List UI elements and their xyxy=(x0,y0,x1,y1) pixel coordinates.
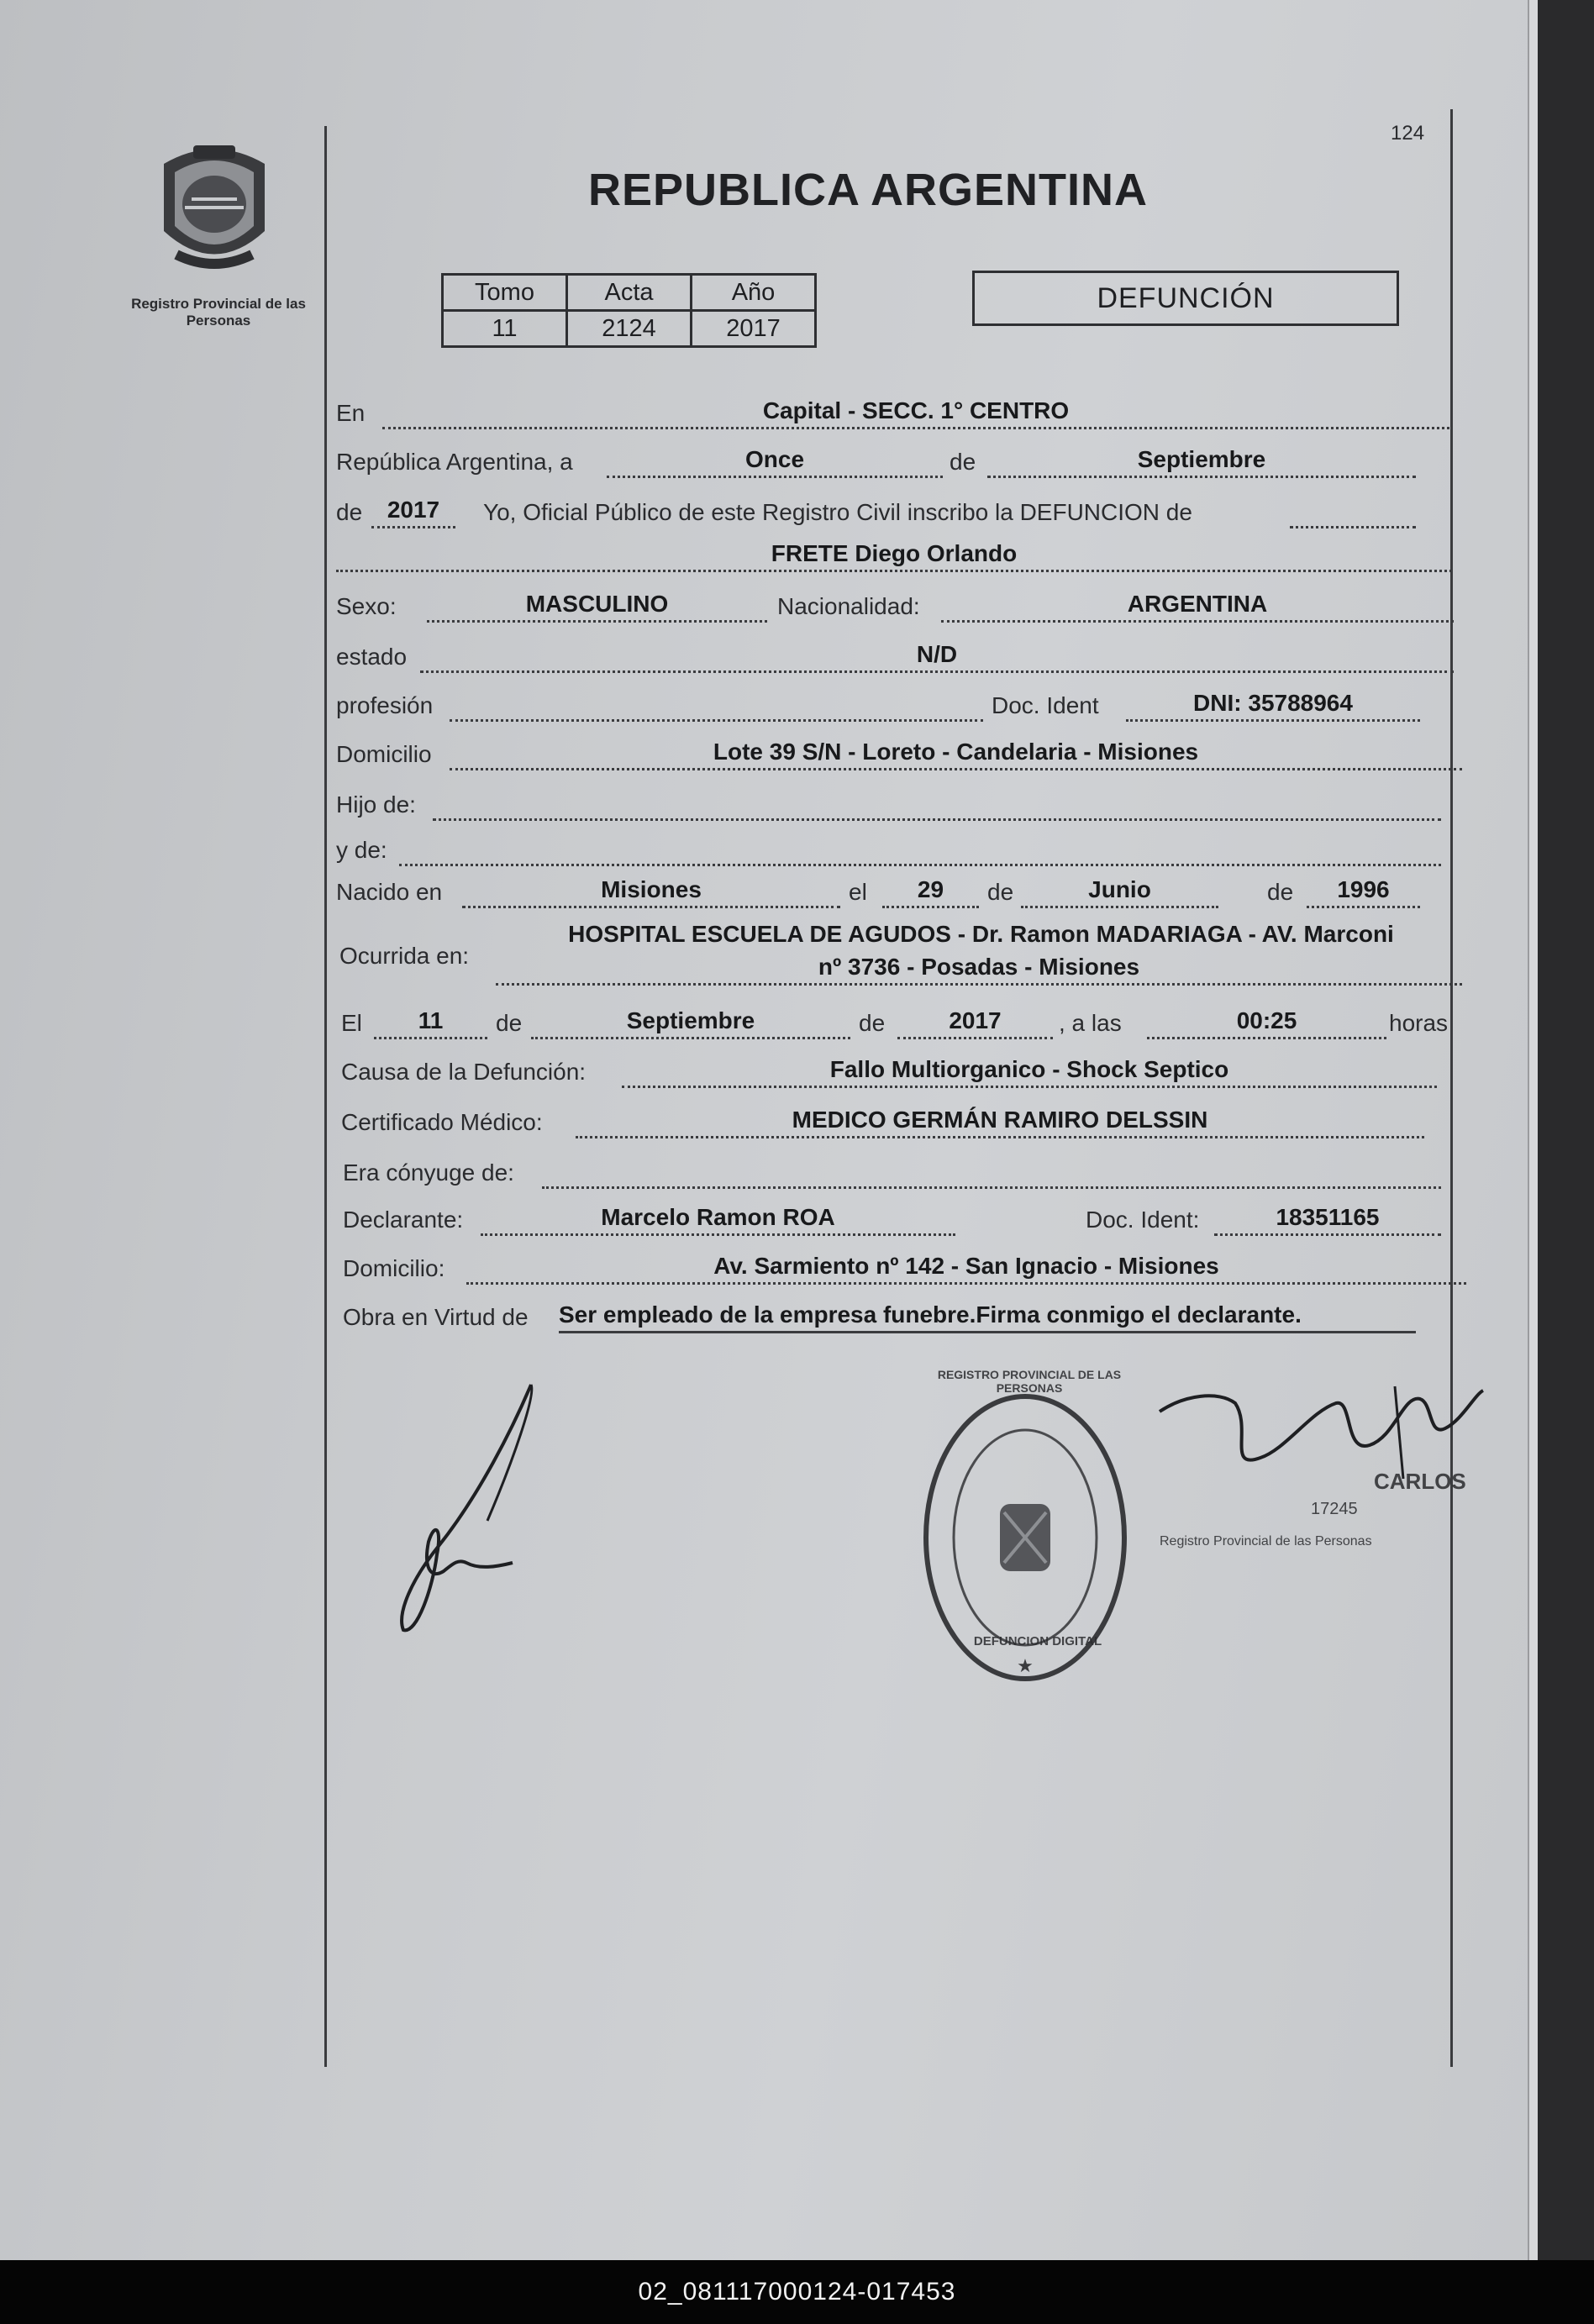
field-nacido-lugar: Misiones xyxy=(462,874,840,908)
field-nacido-mes: Junio xyxy=(1021,874,1218,908)
field-sexo: MASCULINO xyxy=(427,588,767,623)
label-nacionalidad: Nacionalidad: xyxy=(777,593,920,619)
label-nacido: Nacido en xyxy=(336,879,443,905)
field-yde xyxy=(399,832,1441,866)
label-republica: República Argentina, a xyxy=(336,449,573,475)
label-sexo: Sexo: xyxy=(336,593,397,619)
row-conyuge xyxy=(336,1154,1454,1191)
label-domicilio: Domicilio xyxy=(336,741,432,767)
label-El: El xyxy=(341,1010,362,1036)
sheet-shadow xyxy=(1538,0,1594,2260)
registry-header-acta: Acta xyxy=(567,275,692,311)
field-obra: Ser empleado de la empresa funebre.Firma conmigo el declarante. xyxy=(559,1299,1416,1333)
label-certificado: Certificado Médico: xyxy=(341,1109,543,1135)
label-yo-text: Yo, Oficial Público de este Registro Civil inscribo la DEFUNCION de xyxy=(483,499,1192,525)
row-declarante xyxy=(336,1201,1454,1238)
field-fallecio-mes: Septiembre xyxy=(531,1005,850,1039)
field-declarante-domicilio: Av. Sarmiento nº 142 - San Ignacio - Misiones xyxy=(466,1250,1466,1285)
label-en: En xyxy=(336,400,366,426)
field-declarante-doc: 18351165 xyxy=(1214,1201,1441,1236)
registry-value-acta: 2124 xyxy=(567,311,692,347)
logo-caption: Registro Provincial de las Personas xyxy=(131,296,306,329)
field-certificado: MEDICO GERMÁN RAMIRO DELSSIN xyxy=(576,1104,1424,1138)
official-legajo: 17245 xyxy=(1311,1500,1358,1518)
svg-text:★: ★ xyxy=(1017,1656,1034,1677)
official-title: Registro Provincial de las Personas xyxy=(1160,1534,1372,1548)
field-intro-blank xyxy=(1290,494,1416,528)
field-ocurrida-linea2: nº 3736 - Posadas - Misiones xyxy=(496,951,1462,986)
field-estado: N/D xyxy=(420,639,1454,673)
field-doc-ident: DNI: 35788964 xyxy=(1126,687,1420,722)
field-fallecio-anio: 2017 xyxy=(897,1005,1053,1039)
label-ocurrida: Ocurrida en: xyxy=(339,943,470,969)
row-deceased-name xyxy=(336,538,1454,575)
record-type-box: DEFUNCIÓN xyxy=(972,271,1399,326)
label-de-fallecio-anio: de xyxy=(859,1010,886,1036)
label-el: el xyxy=(849,879,867,905)
registry-table xyxy=(441,273,817,348)
field-hijo xyxy=(433,786,1441,821)
row-domicilio xyxy=(336,736,1462,773)
label-de-nacido-anio: de xyxy=(1267,879,1294,905)
registry-value-tomo: 11 xyxy=(443,311,567,347)
footer-code: 02_081117000124-017453 xyxy=(638,2278,956,2306)
field-place: Capital - SECC. 1° CENTRO xyxy=(382,395,1449,429)
label-hijo: Hijo de: xyxy=(336,791,416,818)
row-certificado xyxy=(336,1104,1454,1141)
field-domicilio: Lote 39 S/N - Loreto - Candelaria - Misiones xyxy=(450,736,1462,770)
field-profesion xyxy=(450,687,983,722)
field-year: 2017 xyxy=(371,494,455,528)
row-sexo xyxy=(336,588,1454,625)
row-ocurrida xyxy=(336,918,1462,993)
row-declarante-domicilio xyxy=(336,1250,1466,1287)
row-year-intro xyxy=(336,494,1454,531)
field-deceased-name: FRETE Diego Orlando xyxy=(336,538,1452,572)
provincial-coat-of-arms-logo xyxy=(143,139,286,277)
seal-inner-text: DEFUNCION DIGITAL xyxy=(973,1634,1102,1648)
label-declarante: Declarante: xyxy=(343,1207,464,1233)
field-nacionalidad: ARGENTINA xyxy=(941,588,1454,623)
row-obra xyxy=(336,1299,1454,1336)
label-profesion: profesión xyxy=(336,692,434,718)
registry-header-anio: Año xyxy=(692,275,816,311)
label-de-fallecio-mes: de xyxy=(496,1010,523,1036)
label-yde: y de: xyxy=(336,837,387,863)
official-name: CARLOS xyxy=(1374,1469,1466,1494)
field-conyuge xyxy=(542,1154,1441,1189)
footer-code-bar xyxy=(0,2260,1594,2324)
row-profesion xyxy=(336,687,1454,724)
registry-value-anio: 2017 xyxy=(692,311,816,347)
label-declarante-domicilio: Domicilio: xyxy=(343,1255,445,1281)
field-causa: Fallo Multiorganico - Shock Septico xyxy=(622,1054,1437,1088)
row-nacido xyxy=(336,874,1454,911)
seal-text: REGISTRO PROVINCIAL DE LAS PERSONAS xyxy=(937,1368,1122,1395)
label-conyuge: Era cónyuge de: xyxy=(343,1159,514,1186)
label-de: de xyxy=(950,449,976,475)
label-declarante-doc: Doc. Ident: xyxy=(1086,1207,1200,1233)
registry-header-tomo: Tomo xyxy=(443,275,567,311)
page-number: 124 xyxy=(1391,122,1425,145)
label-doc-ident: Doc. Ident xyxy=(992,692,1099,718)
field-fallecio-dia: 11 xyxy=(374,1005,487,1039)
label-de-year: de xyxy=(336,499,363,525)
label-de-nacido-mes: de xyxy=(987,879,1014,905)
field-hora: 00:25 xyxy=(1147,1005,1386,1039)
label-estado: estado xyxy=(336,644,408,670)
field-nacido-anio: 1996 xyxy=(1307,874,1420,908)
row-yde xyxy=(336,832,1454,869)
field-month: Septiembre xyxy=(987,444,1416,478)
page-title: REPUBLICA ARGENTINA xyxy=(588,165,1148,215)
label-horas: horas xyxy=(1389,1010,1449,1036)
label-obra: Obra en Virtud de xyxy=(343,1304,529,1330)
field-ocurrida-linea1: HOSPITAL ESCUELA DE AGUDOS - Dr. Ramon MADARIAGA - AV. Marconi xyxy=(568,921,1394,947)
label-causa: Causa de la Defunción: xyxy=(341,1059,587,1085)
left-margin-line xyxy=(324,126,327,2067)
row-causa xyxy=(336,1054,1454,1091)
field-nacido-dia: 29 xyxy=(882,874,979,908)
declarant-signature xyxy=(387,1378,555,1638)
label-alas: , a las xyxy=(1059,1010,1122,1036)
row-date xyxy=(336,444,1454,481)
field-declarante: Marcelo Ramon ROA xyxy=(481,1201,955,1236)
row-fallecio xyxy=(336,1005,1462,1042)
row-hijo xyxy=(336,786,1454,823)
field-day-word: Once xyxy=(607,444,943,478)
row-place xyxy=(336,395,1454,432)
row-estado xyxy=(336,639,1454,676)
